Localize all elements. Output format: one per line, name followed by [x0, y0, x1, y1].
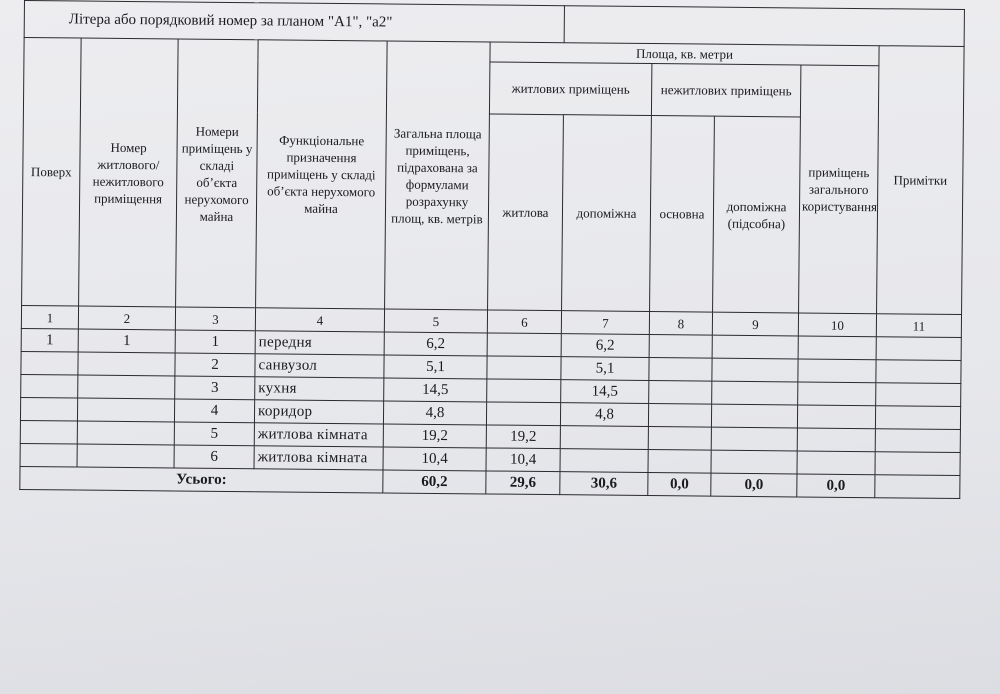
floor-cell [21, 374, 78, 398]
column-number: 5 [384, 309, 487, 333]
room-cell: 2 [175, 353, 255, 377]
empty-cell [876, 360, 961, 384]
header-total-area: Загальна площа приміщень, підрахована за формулами розрахунку площ, кв. метрів [385, 41, 491, 310]
header-residential: житлових приміщень [489, 62, 651, 116]
empty-cell [649, 335, 712, 359]
column-number: 4 [255, 308, 384, 332]
column-number: 3 [175, 307, 255, 331]
function-cell: санвузол [255, 354, 384, 378]
empty-cell [649, 358, 712, 382]
title-empty-cell [564, 6, 964, 47]
function-cell: житлова кімната [254, 423, 383, 447]
totals-aux-utility: 0,0 [711, 473, 797, 497]
function-cell: житлова кімната [254, 446, 383, 470]
auxiliary-area-cell: 14,5 [561, 380, 649, 404]
header-notes: Примітки [877, 46, 965, 315]
floor-cell [20, 420, 77, 444]
unit-cell: 1 [78, 329, 175, 353]
auxiliary-area-cell: 6,2 [561, 334, 649, 358]
room-cell: 6 [174, 445, 254, 469]
empty-cell [798, 382, 876, 406]
header-main: основна [650, 116, 715, 313]
auxiliary-area-cell: 5,1 [561, 357, 649, 381]
totals-main: 0,0 [648, 473, 711, 497]
living-area-cell [487, 333, 561, 357]
column-number: 8 [649, 312, 712, 336]
column-number: 10 [798, 313, 876, 337]
floor-cell: 1 [21, 328, 78, 352]
header-room-numbers: Номери приміщень у складі об’єкта нерухомого майна [176, 39, 259, 308]
column-number: 2 [78, 306, 175, 330]
totals-label: Усього: [20, 466, 383, 492]
column-number: 9 [712, 312, 798, 336]
empty-cell [648, 450, 711, 474]
totals-total-area: 60,2 [383, 470, 486, 494]
totals-notes [875, 475, 960, 499]
total-area-cell: 6,2 [384, 332, 487, 356]
totals-auxiliary: 30,6 [560, 472, 648, 496]
living-area-cell [486, 402, 560, 426]
room-cell: 1 [175, 330, 255, 354]
total-area-cell: 19,2 [383, 424, 486, 448]
totals-living: 29,6 [486, 471, 560, 495]
column-number: 11 [876, 314, 961, 338]
floor-cell [20, 443, 77, 467]
empty-cell [711, 427, 797, 451]
empty-cell [648, 404, 711, 428]
empty-cell [649, 381, 712, 405]
unit-cell [78, 352, 175, 376]
living-area-cell: 19,2 [486, 425, 560, 449]
empty-cell [797, 451, 875, 475]
room-cell: 3 [175, 376, 255, 400]
column-number: 6 [487, 310, 561, 334]
function-cell: передня [255, 331, 384, 355]
living-area-cell [487, 379, 561, 403]
empty-cell [648, 427, 711, 451]
column-number: 7 [561, 311, 649, 335]
header-function: Функціональне призначення приміщень у складі об’єкта нерухомого майна [256, 40, 388, 309]
empty-cell [875, 452, 960, 476]
floor-cell [21, 351, 78, 375]
empty-cell [798, 359, 876, 383]
room-cell: 5 [174, 422, 254, 446]
unit-cell [77, 444, 174, 468]
living-area-cell [487, 356, 561, 380]
unit-cell [77, 421, 174, 445]
floor-cell [20, 397, 77, 421]
auxiliary-area-cell: 4,8 [560, 403, 648, 427]
total-area-cell: 14,5 [384, 378, 487, 402]
empty-cell [712, 358, 798, 382]
header-nonresidential: нежитлових приміщень [651, 64, 800, 117]
header-unit-number: Номер житлового/ нежитлового приміщення [79, 38, 179, 307]
area-table [19, 0, 965, 499]
empty-cell [876, 383, 961, 407]
header-floor: Поверх [22, 38, 82, 307]
header-area-group: Площа, кв. метри [490, 42, 879, 66]
total-area-cell: 10,4 [383, 447, 486, 471]
unit-cell [77, 398, 174, 422]
function-cell: кухня [255, 377, 384, 401]
header-living: житлова [488, 114, 564, 311]
empty-cell [876, 337, 961, 361]
empty-cell [798, 336, 876, 360]
empty-cell [711, 404, 797, 428]
header-common-use: приміщень загального користування [799, 65, 879, 314]
empty-cell [875, 429, 960, 453]
floor-area-document [19, 0, 964, 499]
total-area-cell: 4,8 [383, 401, 486, 425]
living-area-cell: 10,4 [486, 448, 560, 472]
room-cell: 4 [174, 399, 254, 423]
totals-common-use: 0,0 [797, 474, 875, 498]
document-title: Літера або порядковий номер за планом "А1", "а2" [24, 1, 564, 43]
total-area-cell: 5,1 [384, 355, 487, 379]
header-aux-utility: допоміжна (підсобна) [713, 116, 801, 313]
empty-cell [797, 405, 875, 429]
empty-cell [797, 428, 875, 452]
auxiliary-area-cell [560, 426, 648, 450]
auxiliary-area-cell [560, 449, 648, 473]
empty-cell [875, 406, 960, 430]
function-cell: коридор [254, 400, 383, 424]
column-number: 1 [21, 305, 78, 329]
header-auxiliary: допоміжна [562, 115, 652, 312]
empty-cell [711, 450, 797, 474]
empty-cell [712, 381, 798, 405]
unit-cell [78, 375, 175, 399]
empty-cell [712, 335, 798, 359]
